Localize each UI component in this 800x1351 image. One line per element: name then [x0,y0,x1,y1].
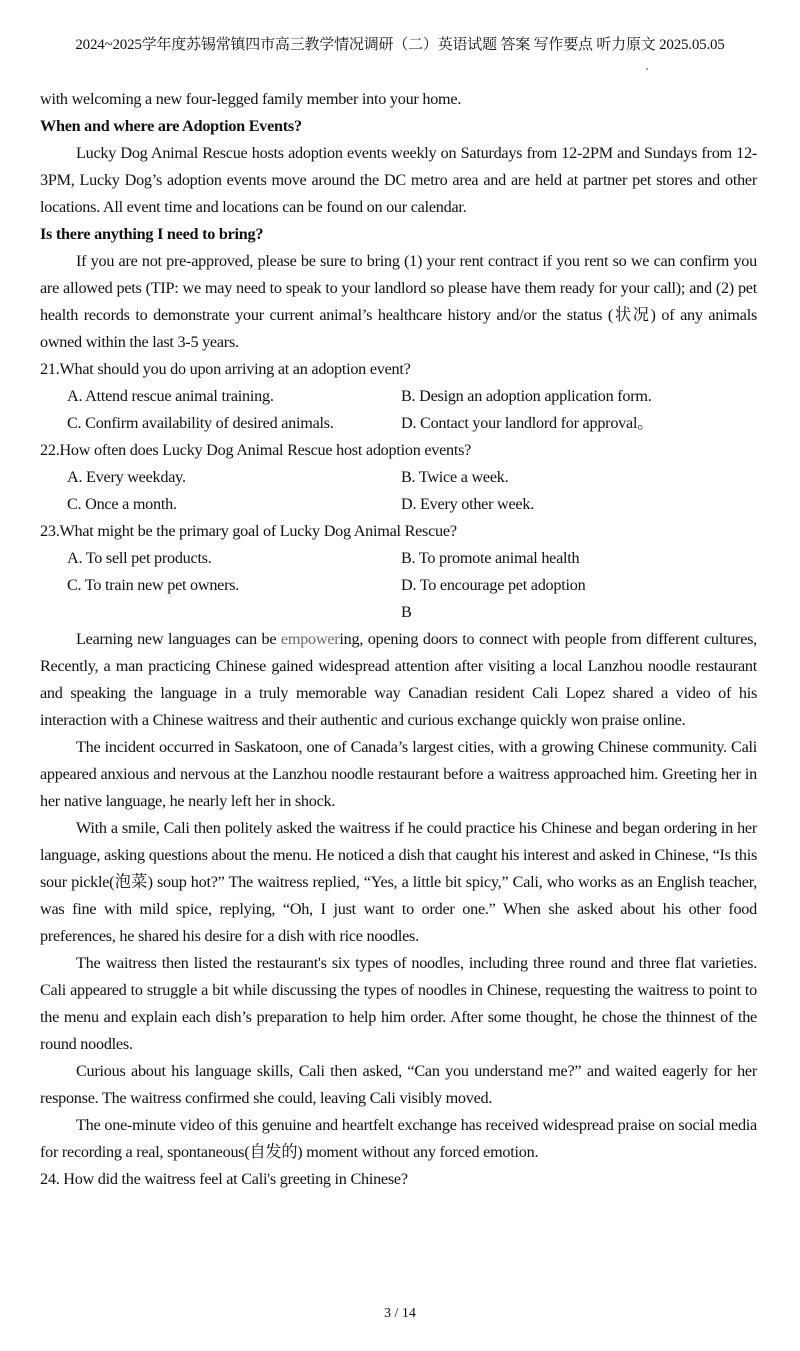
question-stem: 23.What might be the primary goal of Lucky Dog Animal Rescue? [40,522,457,540]
option-a: A. Every weekday. [67,468,186,486]
p1-text-before: Learning new languages can be [76,630,281,648]
question-24-stem: 24. How did the waitress feel at Cali's greeting in Chinese? [40,1170,408,1188]
passage-d-paragraph-5: Curious about his language skills, Cali then asked, “Can you understand me?” and waited eagerly for her response. The waitress confirmed she could, leaving Cali visibly moved. [40,1062,757,1107]
option-b: B. Design an adoption application form. [401,387,652,405]
question-22 [40,437,757,518]
question-21 [40,356,757,437]
option-d: D. Contact your landlord for approval。 [401,414,654,432]
stray-dot [646,68,648,70]
option-d: D. To encourage pet adoption [401,576,586,594]
section-label-b: B [401,603,412,621]
option-b: B. To promote animal health [401,549,580,567]
option-d: D. Every other week. [401,495,534,513]
option-c: C. Once a month. [67,495,177,513]
question-23 [40,518,757,599]
question-stem: 21.What should you do upon arriving at an adoption event? [40,360,411,378]
bring-paragraph: If you are not pre-approved, please be sure to bring (1) your rent contract if you rent so we can confirm you are allowed pets (TIP: we may need to speak to your landlord so please have them ready for your call); and (2) pet health records to demonstrate your current animal’s healthcare history and/or the status (状况) of any animals owned within the last 3-5 years. [40,252,757,351]
passage-d-paragraph-3: With a smile, Cali then politely asked the waitress if he could practice his Chinese and began ordering in her language, asking questions about the menu. He noticed a dish that caught his interest and asked in Chinese, “Is this sour pickle(泡菜) soup hot?” The waitress replied, “Yes, a little bit spicy,” Cali, who works as an English teacher, was fine with mild spice, replying, “Oh, I just want to order one.” When she asked about his other food preferences, he shared his desire for a dish with rice noodles. [40,819,757,945]
option-b: B. Twice a week. [401,468,509,486]
passage-c-lead-line: with welcoming a new four-legged family member into your home. [40,90,462,108]
option-c: C. Confirm availability of desired animals. [67,414,334,432]
passage-d-paragraph-2: The incident occurred in Saskatoon, one of Canada’s largest cities, with a growing Chinese community. Cali appeared anxious and nervous at the Lanzhou noodle restaurant before a waitress approached him. Greeting her in her native language, he nearly left her in shock. [40,738,757,810]
question-stem: 22.How often does Lucky Dog Animal Rescue host adoption events? [40,441,472,459]
heading-adoption-events: When and where are Adoption Events? [40,117,302,135]
option-a: A. Attend rescue animal training. [67,387,274,405]
option-c: C. To train new pet owners. [67,576,240,594]
p1-text-after: ing, opening doors to connect with people from different cultures, Recently, a man practicing Chinese gained widespread attention after visiting a local Lanzhou noodle restaurant and speaking the language in a truly memorable way Canadian resident Cali Lopez shared a video of his interaction with a Chinese waitress and their authentic and curious exchange quickly won praise online. [40,630,757,729]
passage-d-paragraph-1 [40,626,757,734]
page-content [40,86,757,1193]
passage-d-paragraph-6: The one-minute video of this genuine and heartfelt exchange has received widespread praise on social media for recording a real, spontaneous(自发的) moment without any forced emotion. [40,1116,757,1161]
question-options [40,545,757,599]
option-a: A. To sell pet products. [67,549,212,567]
heading-what-to-bring: Is there anything I need to bring? [40,225,264,243]
question-options [40,464,757,518]
p1-gray-word: empower [280,630,340,648]
events-paragraph: Lucky Dog Animal Rescue hosts adoption events weekly on Saturdays from 12-2PM and Sundays from 12-3PM, Lucky Dog’s adoption events move around the DC metro area and are held at partner pet stores and other locations. All event time and locations can be found on our calendar. [40,144,757,216]
passage-d-paragraph-4: The waitress then listed the restaurant's six types of noodles, including three round and three flat varieties. Cali appeared to struggle a bit while discussing the types of noodles in Chinese, requesting the waitress to point to the menu and explain each dish’s preparation to help him order. After some thought, he chose the thinnest of the round noodles. [40,954,757,1053]
page-header-title: 2024~2025学年度苏锡常镇四市高三教学情况调研（二）英语试题 答案 写作要点 听力原文 2025.05.05 [75,37,725,53]
question-options [40,383,757,437]
page-number: 3 / 14 [384,1306,416,1321]
